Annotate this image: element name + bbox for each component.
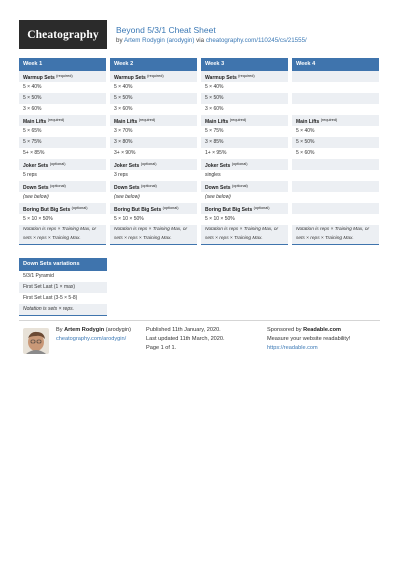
week-2-column bbox=[110, 58, 197, 245]
empty-row bbox=[292, 203, 379, 214]
table-row: (see below) bbox=[23, 194, 49, 200]
section-joker-sets bbox=[110, 159, 197, 170]
table-row: 5 × 10 × 50% bbox=[23, 216, 53, 222]
table-row: (see below) bbox=[205, 194, 231, 200]
table-row: 3 × 60% bbox=[205, 106, 224, 112]
author-avatar[interactable] bbox=[23, 328, 49, 354]
sponsor-text: Measure your website readability! bbox=[267, 336, 351, 342]
table-row: 5 × 50% bbox=[19, 93, 106, 104]
section-main-lifts bbox=[110, 115, 197, 126]
section-label: Boring But Big Sets bbox=[23, 207, 71, 213]
sponsor-link[interactable]: https://readable.com bbox=[267, 345, 318, 351]
table-row: 5 × 50% bbox=[110, 93, 197, 104]
section-warmup-sets bbox=[201, 71, 288, 82]
list-item: First Set Last (3-5 × 5-8) bbox=[23, 295, 78, 301]
table-row: 3+ × 90% bbox=[114, 150, 136, 156]
table-row: singles bbox=[205, 172, 221, 178]
week-header: Week 2 bbox=[110, 58, 197, 71]
section-label: Main Lifts bbox=[205, 119, 229, 125]
section-label: Warmup Sets bbox=[23, 75, 55, 81]
section-tag: (optional) bbox=[231, 162, 248, 166]
week-4-column bbox=[292, 58, 379, 245]
cheatography-logo[interactable]: Cheatography bbox=[19, 20, 107, 49]
empty-row bbox=[292, 93, 379, 104]
author-name: Artem Rodygin bbox=[64, 327, 105, 333]
section-joker-sets bbox=[19, 159, 106, 170]
week-header: Week 3 bbox=[201, 58, 288, 71]
section-label: Main Lifts bbox=[114, 119, 138, 125]
empty-row bbox=[292, 159, 379, 170]
published-date: Published 11th January, 2020. bbox=[146, 327, 221, 333]
notation-note: Notation is reps × Training Max, or sets × reps × Training Max. bbox=[201, 225, 288, 245]
table-row: 5 × 50% bbox=[201, 93, 288, 104]
section-tag: (required) bbox=[320, 118, 338, 122]
section-bbb-sets bbox=[19, 203, 106, 214]
sponsored-by: Sponsored by bbox=[267, 327, 302, 333]
section-tag: (required) bbox=[138, 118, 156, 122]
table-row: 5+ × 85% bbox=[23, 150, 45, 156]
table-row: 3 × 60% bbox=[23, 106, 42, 112]
empty-row bbox=[292, 104, 379, 115]
table-row: 5 × 60% bbox=[296, 150, 315, 156]
week-header: Week 1 bbox=[19, 58, 106, 71]
week-3-column bbox=[201, 58, 288, 245]
author-handle: (arodygin) bbox=[105, 327, 131, 333]
author-info bbox=[56, 326, 131, 344]
section-tag: (optional) bbox=[140, 184, 157, 188]
table-row: 5 × 10 × 50% bbox=[114, 216, 144, 222]
section-label: Main Lifts bbox=[296, 119, 320, 125]
byline bbox=[116, 37, 307, 44]
section-label: Joker Sets bbox=[23, 163, 49, 169]
author-profile-link[interactable]: cheatography.com/arodygin/ bbox=[56, 336, 127, 342]
section-tag: (optional) bbox=[49, 162, 66, 166]
table-row: 5 × 65% bbox=[23, 128, 42, 134]
section-tag: (required) bbox=[56, 74, 73, 78]
empty-row bbox=[292, 170, 379, 181]
week-header: Week 4 bbox=[292, 58, 379, 71]
section-bbb-sets bbox=[201, 203, 288, 214]
sponsor-info bbox=[267, 326, 350, 353]
table-row: 5 × 75% bbox=[205, 128, 224, 134]
sponsor-name[interactable]: Readable.com bbox=[303, 327, 342, 333]
section-main-lifts bbox=[292, 115, 379, 126]
table-row: 3 reps bbox=[114, 172, 128, 178]
table-row: 5 × 40% bbox=[114, 84, 133, 90]
notation-note: Notation is reps × Training Max, or sets × reps × Training Max. bbox=[19, 225, 106, 245]
section-label: Joker Sets bbox=[114, 163, 140, 169]
section-label: Down Sets bbox=[114, 185, 140, 191]
section-tag: (required) bbox=[238, 74, 255, 78]
table-row: 3 × 70% bbox=[114, 128, 133, 134]
section-tag: (required) bbox=[47, 118, 65, 122]
table-row: 5 reps bbox=[23, 172, 37, 178]
section-tag: (required) bbox=[147, 74, 164, 78]
section-header: Down Sets variations bbox=[19, 258, 107, 271]
updated-date: Last updated 11th March, 2020. bbox=[146, 336, 225, 342]
section-label: Joker Sets bbox=[205, 163, 231, 169]
section-main-lifts bbox=[201, 115, 288, 126]
section-joker-sets bbox=[201, 159, 288, 170]
section-label: Down Sets bbox=[205, 185, 231, 191]
section-label: Boring But Big Sets bbox=[114, 207, 162, 213]
notation-note: Notation is reps × Training Max, or sets × reps × Training Max. bbox=[110, 225, 197, 245]
byline-by: by bbox=[116, 37, 123, 44]
table-row: 5 × 75% bbox=[19, 137, 106, 148]
empty-row bbox=[292, 214, 379, 225]
notation-note: Notation is sets × reps. bbox=[19, 304, 107, 316]
week-1-column bbox=[19, 58, 106, 245]
section-tag: (optional) bbox=[71, 206, 88, 210]
table-row: 5 × 40% bbox=[205, 84, 224, 90]
footer-by: By bbox=[56, 327, 63, 333]
down-sets-variations-box bbox=[19, 258, 107, 316]
page-number: Page 1 of 1. bbox=[146, 345, 177, 351]
publish-info bbox=[146, 326, 225, 353]
section-label: Warmup Sets bbox=[114, 75, 146, 81]
section-tag: (required) bbox=[229, 118, 247, 122]
section-main-lifts bbox=[19, 115, 106, 126]
avatar-image bbox=[23, 328, 49, 354]
author-link[interactable]: Artem Rodygin (arodygin) bbox=[123, 37, 195, 44]
table-row: 3 × 80% bbox=[110, 137, 197, 148]
section-tag: (optional) bbox=[49, 184, 66, 188]
page-title: Beyond 5/3/1 Cheat Sheet bbox=[116, 25, 216, 35]
section-down-sets bbox=[201, 181, 288, 192]
section-tag: (optional) bbox=[253, 206, 270, 210]
table-row: 5 × 40% bbox=[23, 84, 42, 90]
list-item: 5/3/1 Pyramid bbox=[23, 273, 54, 279]
section-bbb-sets bbox=[110, 203, 197, 214]
section-tag: (optional) bbox=[162, 206, 179, 210]
page-footer bbox=[19, 320, 380, 351]
table-row: (see below) bbox=[114, 194, 140, 200]
section-label: Warmup Sets bbox=[205, 75, 237, 81]
byline-via: via bbox=[196, 37, 205, 44]
empty-row bbox=[292, 181, 379, 192]
empty-row bbox=[292, 192, 379, 203]
table-row: 3 × 85% bbox=[201, 137, 288, 148]
section-warmup-sets bbox=[19, 71, 106, 82]
table-row: 5 × 40% bbox=[296, 128, 315, 134]
section-label: Down Sets bbox=[23, 185, 49, 191]
table-row: 3 × 60% bbox=[114, 106, 133, 112]
empty-row bbox=[292, 71, 379, 82]
section-tag: (optional) bbox=[231, 184, 248, 188]
section-label: Boring But Big Sets bbox=[205, 207, 253, 213]
table-row: 1+ × 95% bbox=[205, 150, 227, 156]
sheet-url-link[interactable]: cheatography.com/110245/cs/21555/ bbox=[205, 37, 307, 44]
section-down-sets bbox=[19, 181, 106, 192]
table-row: 5 × 50% bbox=[292, 137, 379, 148]
notation-note: Notation is reps × Training Max, or sets × reps × Training Max. bbox=[292, 225, 379, 245]
empty-row bbox=[292, 82, 379, 93]
section-down-sets bbox=[110, 181, 197, 192]
section-warmup-sets bbox=[110, 71, 197, 82]
table-row: 5 × 10 × 50% bbox=[205, 216, 235, 222]
section-label: Main Lifts bbox=[23, 119, 47, 125]
section-tag: (optional) bbox=[140, 162, 157, 166]
list-item: First Set Last (1 × max) bbox=[19, 282, 107, 293]
